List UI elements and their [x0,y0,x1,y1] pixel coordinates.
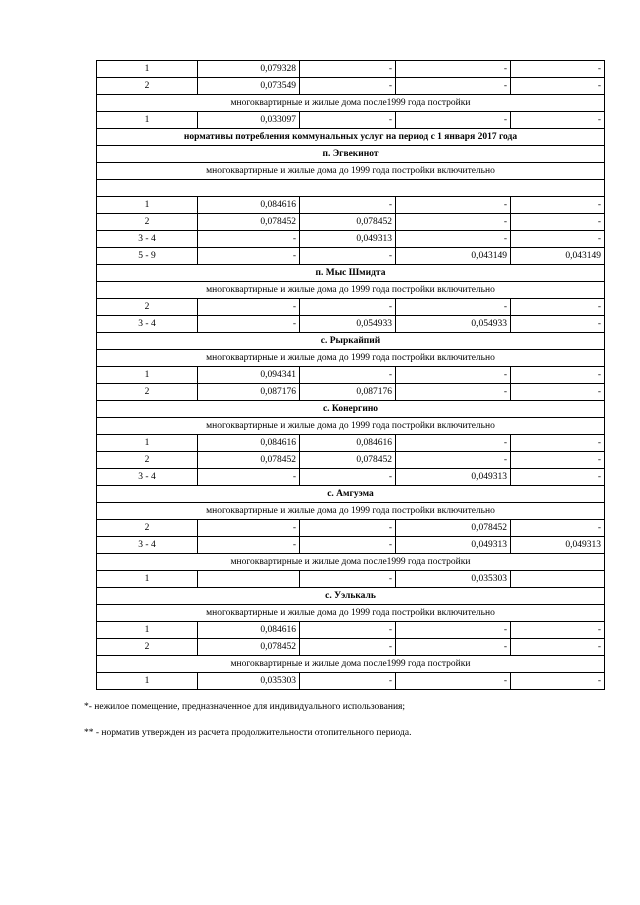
table-row [97,537,605,554]
category-row [97,163,605,180]
floors-cell: 1 [97,197,198,214]
table-row [97,384,605,401]
norm-value-cell: - [300,367,396,384]
norm-value-cell: - [300,571,396,588]
norm-value-cell: - [300,61,396,78]
table-row [97,435,605,452]
norm-value-cell: 0,078452 [198,452,300,469]
floors-cell: 5 - 9 [97,248,198,265]
section-heading-row [97,265,605,282]
floors-cell: 1 [97,435,198,452]
table-row [97,197,605,214]
norm-value-cell: - [396,367,511,384]
floors-cell: 1 [97,622,198,639]
norm-value-cell: 0,079328 [198,61,300,78]
building-category-label: многоквартирные и жилые дома до 1999 года постройки включительно [97,350,605,367]
norm-value-cell: - [198,316,300,333]
section-heading: нормативы потребления коммунальных услуг на период с 1 января 2017 года [97,129,605,146]
floors-cell: 1 [97,61,198,78]
norm-value-cell: 0,078452 [300,452,396,469]
norm-value-cell: - [511,384,605,401]
norm-value-cell: - [300,520,396,537]
section-heading: с. Рыркайпий [97,333,605,350]
norm-value-cell: - [300,469,396,486]
norm-value-cell: 0,049313 [396,469,511,486]
section-heading-row [97,588,605,605]
norm-value-cell: - [511,520,605,537]
norm-value-cell: - [198,469,300,486]
table-row [97,61,605,78]
norm-value-cell: - [511,112,605,129]
empty-cell [97,180,605,197]
norm-value-cell: 0,049313 [511,537,605,554]
norm-value-cell: - [396,112,511,129]
category-row [97,605,605,622]
category-row [97,95,605,112]
table-row [97,367,605,384]
norm-value-cell: - [511,435,605,452]
norm-value-cell: 0,078452 [198,639,300,656]
norm-value-cell: - [300,537,396,554]
norm-value-cell: 0,078452 [396,520,511,537]
norm-value-cell: - [511,452,605,469]
table-row [97,299,605,316]
building-category-label: многоквартирные и жилые дома после1999 года постройки [97,656,605,673]
floors-cell: 3 - 4 [97,537,198,554]
building-category-label: многоквартирные и жилые дома до 1999 года постройки включительно [97,418,605,435]
norm-value-cell: 0,035303 [198,673,300,690]
building-category-label: многоквартирные и жилые дома после1999 года постройки [97,95,605,112]
floors-cell: 2 [97,452,198,469]
norm-value-cell: - [300,78,396,95]
norm-value-cell: - [511,469,605,486]
floors-cell: 2 [97,639,198,656]
category-row [97,418,605,435]
section-heading: с. Амгуэма [97,486,605,503]
table-row [97,639,605,656]
norm-value-cell: - [511,639,605,656]
norm-value-cell: - [396,78,511,95]
building-category-label: многоквартирные и жилые дома до 1999 года постройки включительно [97,503,605,520]
norm-value-cell: - [511,214,605,231]
norm-value-cell: 0,049313 [300,231,396,248]
section-heading-row [97,401,605,418]
section-heading: п. Эгвекинот [97,146,605,163]
norm-value-cell: - [300,197,396,214]
norm-value-cell: 0,043149 [511,248,605,265]
norm-value-cell: 0,054933 [396,316,511,333]
norm-value-cell: - [511,231,605,248]
norm-value-cell: 0,087176 [300,384,396,401]
table-row [97,316,605,333]
building-category-label: многоквартирные и жилые дома после1999 года постройки [97,554,605,571]
norms-table [96,60,605,690]
norm-value-cell: 0,054933 [300,316,396,333]
table-row [97,622,605,639]
norm-value-cell: 0,073549 [198,78,300,95]
norm-value-cell: 0,043149 [396,248,511,265]
footnote-heating-period: ** - норматив утвержден из расчета продолжительности отопительного периода. [84,728,412,738]
norm-value-cell: - [511,78,605,95]
floors-cell: 2 [97,78,198,95]
norm-value-cell: 0,078452 [300,214,396,231]
norm-value-cell: - [511,316,605,333]
building-category-label: многоквартирные и жилые дома до 1999 года постройки включительно [97,605,605,622]
norm-value-cell: - [396,231,511,248]
category-row [97,282,605,299]
norm-value-cell: - [300,112,396,129]
category-row [97,656,605,673]
table-row [97,231,605,248]
category-row [97,350,605,367]
norm-value-cell: 0,084616 [198,435,300,452]
section-heading-row [97,129,605,146]
norm-value-cell: - [511,299,605,316]
section-heading: с. Уэлькаль [97,588,605,605]
norm-value-cell: - [198,231,300,248]
norm-value-cell: - [300,622,396,639]
norm-value-cell: 0,049313 [396,537,511,554]
norm-value-cell: - [511,61,605,78]
norm-value-cell: - [396,639,511,656]
table-row [97,214,605,231]
norm-value-cell: - [396,384,511,401]
norm-value-cell: - [396,452,511,469]
floors-cell: 3 - 4 [97,316,198,333]
norm-value-cell: 0,084616 [198,622,300,639]
norm-value-cell: - [396,622,511,639]
norm-value-cell: 0,084616 [300,435,396,452]
floors-cell: 2 [97,214,198,231]
section-heading-row [97,486,605,503]
norm-value-cell: 0,035303 [396,571,511,588]
floors-cell: 2 [97,299,198,316]
section-heading: с. Конергино [97,401,605,418]
norm-value-cell: - [396,214,511,231]
table-row [97,571,605,588]
norm-value-cell: - [396,61,511,78]
category-row [97,503,605,520]
table-row [97,452,605,469]
norm-value-cell [198,571,300,588]
norm-value-cell: - [300,299,396,316]
norm-value-cell: - [396,197,511,214]
table-row [97,673,605,690]
norm-value-cell: - [300,248,396,265]
floors-cell: 1 [97,673,198,690]
category-row [97,554,605,571]
norm-value-cell: 0,033097 [198,112,300,129]
norm-value-cell: - [198,299,300,316]
norm-value-cell: - [511,367,605,384]
norm-value-cell: - [396,435,511,452]
table-row [97,520,605,537]
norm-value-cell: 0,087176 [198,384,300,401]
floors-cell: 3 - 4 [97,231,198,248]
norm-value-cell: - [511,622,605,639]
table-row [97,112,605,129]
norm-value-cell: - [396,299,511,316]
floors-cell: 2 [97,384,198,401]
table-row [97,469,605,486]
floors-cell: 3 - 4 [97,469,198,486]
floors-cell: 1 [97,367,198,384]
norm-value-cell: - [300,673,396,690]
building-category-label: многоквартирные и жилые дома до 1999 года постройки включительно [97,163,605,180]
floors-cell: 2 [97,520,198,537]
table-row [97,248,605,265]
norm-value-cell: - [511,197,605,214]
norm-value-cell: - [198,537,300,554]
floors-cell: 1 [97,112,198,129]
norm-value-cell [511,571,605,588]
norm-value-cell: - [511,673,605,690]
footnote-nonresidential: *- нежилое помещение, предназначенное для индивидуального использования; [84,702,406,712]
section-heading-row [97,146,605,163]
norm-value-cell: 0,094341 [198,367,300,384]
norm-value-cell: - [300,639,396,656]
floors-cell: 1 [97,571,198,588]
building-category-label: многоквартирные и жилые дома до 1999 года постройки включительно [97,282,605,299]
empty-row [97,180,605,197]
section-heading-row [97,333,605,350]
norm-value-cell: - [198,520,300,537]
norm-value-cell: - [396,673,511,690]
norm-value-cell: 0,078452 [198,214,300,231]
section-heading: п. Мыс Шмидта [97,265,605,282]
norm-value-cell: - [198,248,300,265]
norms-table-body [97,61,605,690]
norm-value-cell: 0,084616 [198,197,300,214]
table-row [97,78,605,95]
